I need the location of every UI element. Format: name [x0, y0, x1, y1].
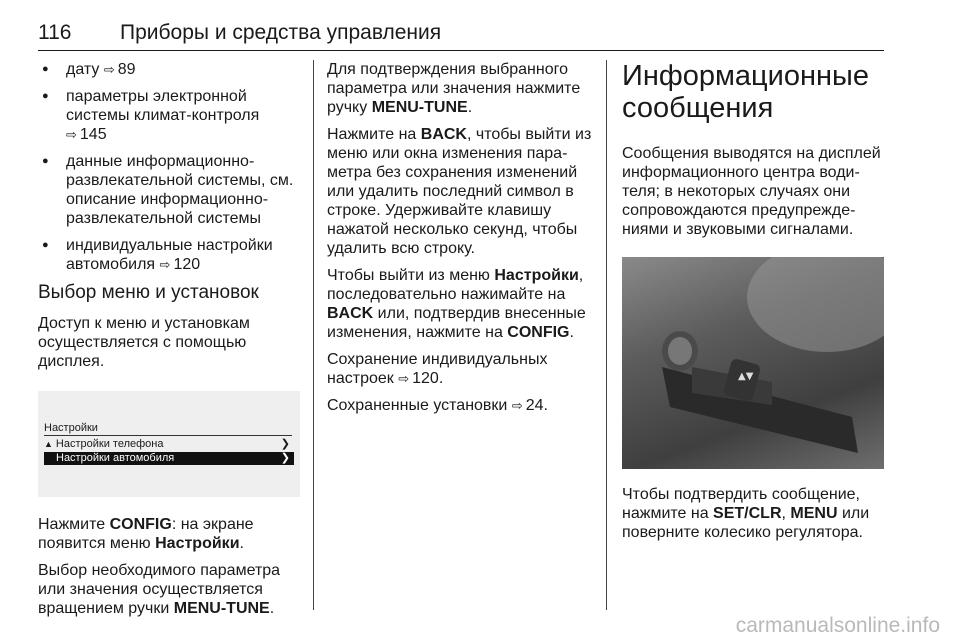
display-menu-item-selected: Настройки автомобиля ❯: [44, 452, 294, 465]
display-menu-title: Настройки: [44, 421, 292, 436]
watermark: carmanualsonline.info: [735, 614, 940, 637]
arrow-right-icon: ⇨: [511, 398, 523, 413]
column-divider: [313, 60, 314, 610]
paragraph: Чтобы подтвердить сообщение, нажмите на SET/CLR, MENU или поверните колесико регулятора.: [622, 486, 870, 541]
page-reference[interactable]: ⇨ 89: [103, 61, 136, 78]
arrow-right-icon: ⇨: [66, 127, 77, 142]
list-item: ● индивидуальные настройки автомобиля ⇨ 120: [38, 236, 300, 274]
section-heading: Выбор меню и установок: [38, 282, 259, 303]
page-reference[interactable]: ⇨ 120.: [398, 370, 444, 387]
page-title: Приборы и средства управления: [120, 21, 442, 44]
triangle-up-icon: ▲: [44, 439, 53, 449]
svg-text:▲▼: ▲▼: [738, 371, 754, 382]
page-reference[interactable]: ⇨ 120: [159, 256, 201, 273]
paragraph: Нажмите CONFIG: на экране появится меню Настройки.: [38, 516, 254, 552]
column-divider: [606, 60, 607, 610]
chevron-right-icon: ❯: [280, 438, 290, 450]
page-reference[interactable]: ⇨ 145: [66, 126, 107, 143]
paragraph: Нажмите на BACK, чтобы выйти из меню или окна изменения пара-метра без сохранения изменений или удалить последний символ в строке. Удерживайте клавишу нажатой несколько секунд, чтобы удалить всю строку.: [327, 126, 592, 257]
page-header: [38, 10, 884, 51]
page-number: 116: [38, 21, 72, 44]
arrow-right-icon: ⇨: [398, 371, 410, 386]
section-heading: Информационные сообщения: [622, 60, 869, 124]
stalk-photo: [622, 257, 884, 469]
paragraph: Сохраненные установки ⇨ 24.: [327, 397, 548, 414]
column-2: [327, 60, 599, 423]
paragraph: Сообщения выводятся на дисплей информационного центра води-теля; в некоторых случаях они сопровождаются предупрежде-ниями и звуковыми сигналами.: [622, 145, 881, 238]
list-item: ● дату ⇨ 89: [38, 60, 300, 79]
list-item: ● параметры электронной системы климат-контроля ⇨ 145: [38, 87, 300, 144]
display-menu-item: ▲ Настройки телефона ❯: [44, 438, 290, 450]
list-item: ● данные информационно-развлекательной системы, см. описание информационно-развлекательной системы: [38, 152, 300, 228]
column-1: [38, 60, 300, 626]
arrow-right-icon: ⇨: [159, 257, 171, 272]
paragraph: Доступ к меню и установкам осуществляется с помощью дисплея.: [38, 315, 250, 370]
paragraph: Для подтверждения выбранного параметра или значения нажмите ручку MENU-TUNE.: [327, 61, 581, 116]
page-reference[interactable]: ⇨ 24.: [511, 397, 548, 414]
display-illustration: [38, 391, 300, 497]
paragraph: Чтобы выйти из меню Настройки, последовательно нажимайте на BACK или, подтвердив внесенные изменения, нажмите на CONFIG.: [327, 267, 586, 341]
chevron-right-icon: ❯: [280, 452, 290, 464]
column-3: [622, 60, 887, 550]
paragraph: Выбор необходимого параметра или значения осуществляется вращением ручки MENU-TUNE.: [38, 562, 281, 617]
turn-signal-stalk-illustration: [622, 257, 884, 469]
paragraph: Сохранение индивидуальных настроек ⇨ 120.: [327, 351, 548, 387]
bullet-list: [38, 60, 300, 274]
arrow-right-icon: ⇨: [103, 62, 115, 77]
